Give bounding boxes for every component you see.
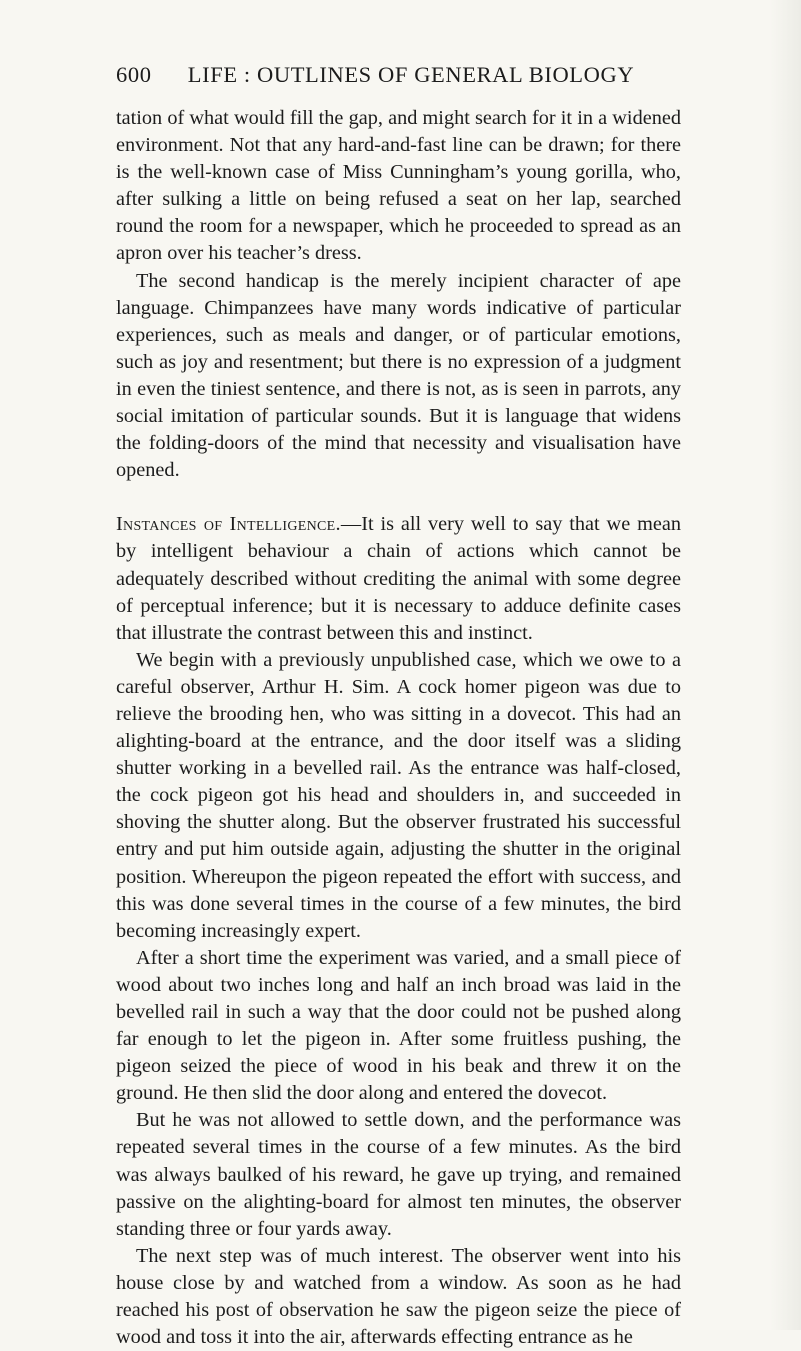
running-header [116,62,696,94]
section-heading: Instances of Intelligence. [116,513,341,536]
paragraph-pigeon-case: We begin with a previously unpublished case, which we owe to a careful observer, Arthur H. Sim. A cock homer pigeon was due to relieve the brooding hen, who was sitting in a dovecot. This had an alighting-board at the entrance, and the door itself was a sliding shutter working in a bevelled rail. As the entrance was half-closed, the cock pigeon got his head and shoulders in, and succeeded in shoving the shutter along. But the observer frustrated his successful entry and put him outside again, adjusting the shutter in the original position. Whereupon the pigeon repeated the effort with success, and this was done several times in the course of a few minutes, the bird becoming increasingly expert. [116,648,681,942]
running-title: LIFE : OUTLINES OF GENERAL BIOLOGY [187,62,635,87]
paragraph-performance-repeated: But he was not allowed to settle down, and the performance was repeated several times in the course of a few minutes. As the bird was always baulked of his reward, he gave up trying, and remained passive on the alighting-board for almost ten minutes, the observer standing three or four yards away. [116,1109,681,1240]
paragraph-second-handicap: The second handicap is the merely incipient character of ape language. Chimpanzees have many words indicative of particular experiences, such as meals and danger, or of particular emotions, such as joy and resentment; but there is no expression of a judgment in even the tiniest sentence, and there is not, as is seen in parrots, any social imitation of particular sounds. But it is language that widens the folding-doors of the mind that necessity and visualisation have opened. [116,269,681,482]
paragraph-next-step: The next step was of much interest. The observer went into his house close by and watched from a window. As soon as he had reached his post of observation he saw the pigeon seize the piece of wood and toss it into the air, afterwards effecting entrance as he [116,1244,681,1349]
section-heading-text: —It is all very well to say that we mean by intelligent behaviour a chain of actions which cannot be adequately described without crediting the animal with some degree of perceptual inference; but it is necessary to adduce definite cases that illustrate the contrast between this and instinct. [116,513,682,644]
paragraph-continuation: tation of what would fill the gap, and might search for it in a widened environment. Not that any hard-and-fast line can be drawn; for there is the well-known case of Miss Cunningham’s young gorilla, who, after sulking a little on being refused a seat on her lap, searched round the room for a newspaper, which he proceeded to spread as an apron over his teacher’s dress. [116,107,681,265]
page-number: 600 [116,62,152,87]
paragraph-experiment-varied: After a short time the experiment was varied, and a small piece of wood about two inches long and half an inch broad was laid in the bevelled rail in such a way that the door could not be pushed along far enough to let the pigeon in. After some fruitless pushing, the pigeon seized the piece of wood in his beak and threw it on the ground. He then slid the door along and entered the dovecot. [116,946,681,1105]
paragraph-instances-of-intelligence [116,511,681,646]
body-text [116,105,681,1351]
